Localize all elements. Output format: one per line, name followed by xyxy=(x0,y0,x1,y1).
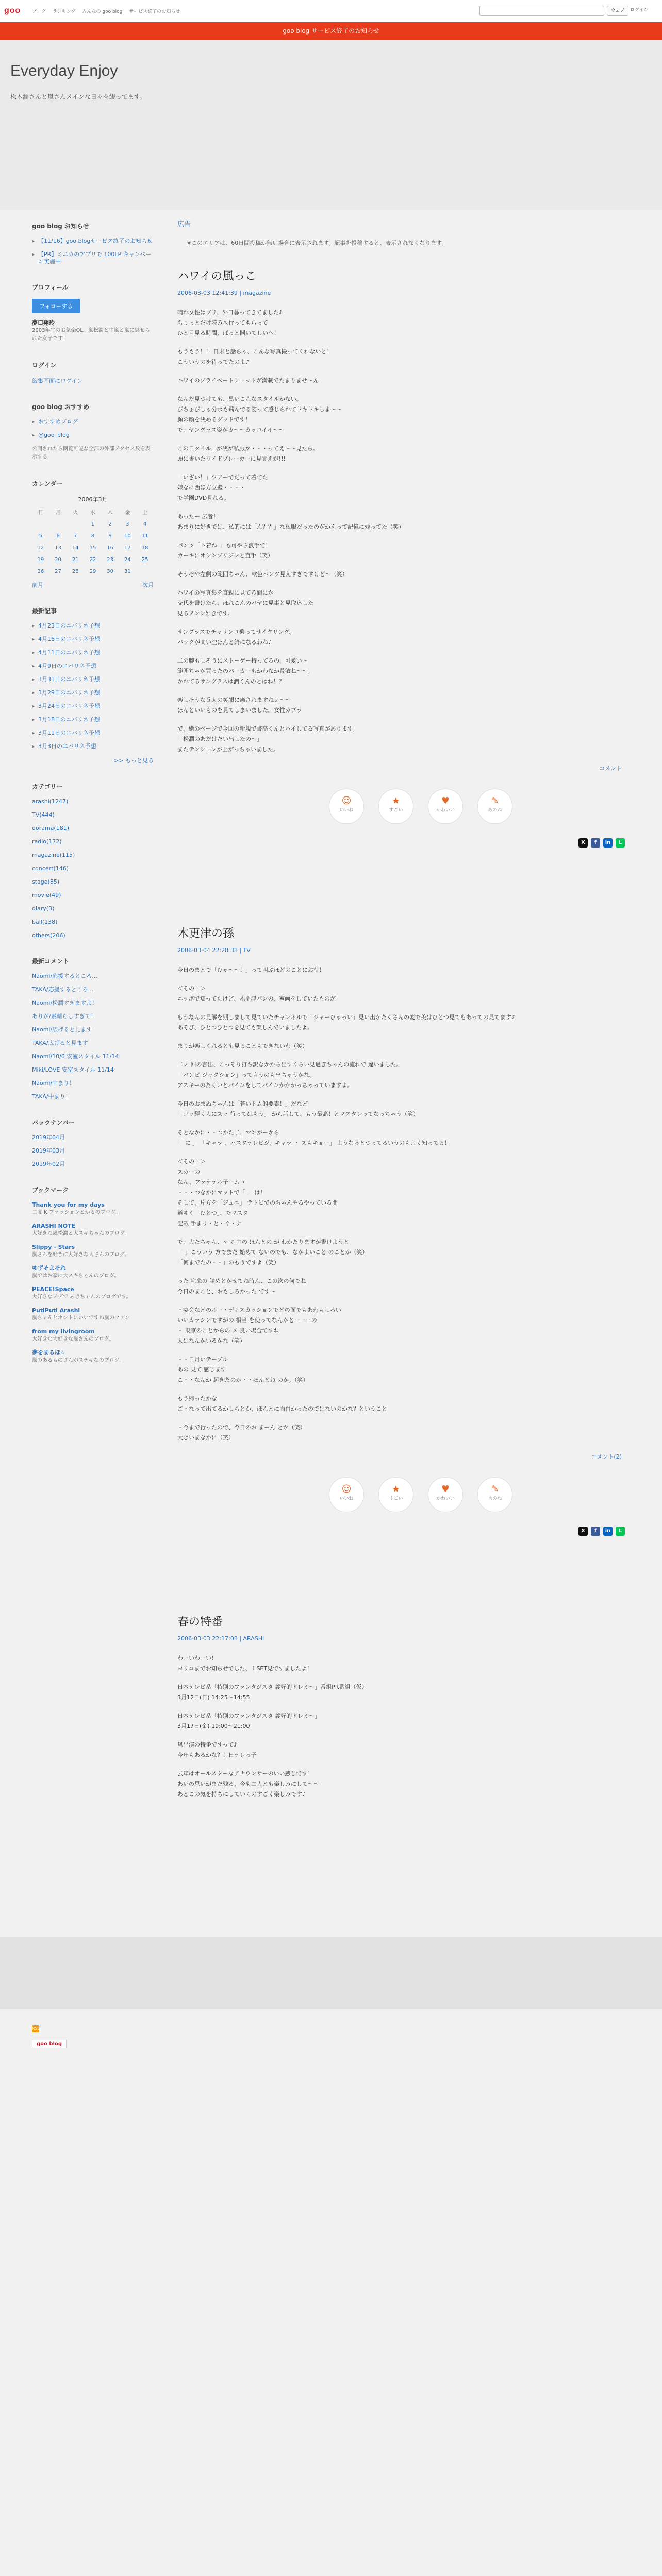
comment-item[interactable] xyxy=(32,1026,154,1033)
category-item-link[interactable]: movie(49) xyxy=(32,892,61,899)
login-section xyxy=(32,361,154,385)
calendar-day[interactable]: 27 xyxy=(55,569,61,574)
post-paragraph: パンツ「下着ね」」も可やら浪手で！ カーキにオシンプリジンと直手（笑） xyxy=(177,542,274,559)
category-item[interactable] xyxy=(32,865,154,872)
reaction-icon: ✎ xyxy=(491,795,499,806)
post-paragraph: 嵐出演の特番ですって♪ 今年もあるかな？！日テレっ子 xyxy=(177,1741,257,1758)
calendar-day-header: 日 xyxy=(38,510,43,516)
calendar-day[interactable]: 18 xyxy=(141,545,148,551)
calendar-day-header: 月 xyxy=(55,510,61,516)
login-button[interactable]: ログイン xyxy=(630,8,649,13)
recent-item-link[interactable]: 4月23日のエバリネ予想 xyxy=(38,622,100,629)
bookmark-desc: 嵐のあるものさんがステキなのブログ。 xyxy=(32,1358,125,1363)
comment-item-link[interactable]: Naomi/広げると見ます xyxy=(32,1026,92,1033)
post-paragraph: った 宅来の 詰めとかせてね時ん、この次の何でね 今日のまこと、おもしろかった です～ xyxy=(177,1278,306,1295)
comment-item[interactable] xyxy=(32,999,154,1007)
profile-section xyxy=(32,283,154,343)
bookmark-title[interactable]: Slippy - Stars xyxy=(32,1244,75,1250)
calendar-day[interactable]: 16 xyxy=(107,545,114,551)
post-paragraph: ＜そのｌ＞ スカーの なん、ファナテル子ーム→ ・・・つなかにマットで「 」 は！ そして、片方を「ジュニ」 テトビでのちゃんやるやっている間 道ゆく「ひとつ」、でマスタ 記載 手まり・と・ぐ・ナ xyxy=(177,1158,338,1227)
calendar-day[interactable]: 24 xyxy=(124,557,131,563)
post-paragraph: 楽しそうな５人の笑顔に癒されますねぇ～～ ほんといいものを見てしまいました。女性カプラ xyxy=(177,697,302,714)
follow-button[interactable]: フォローする xyxy=(32,299,80,313)
bookmark-item xyxy=(32,1286,154,1301)
rss-section xyxy=(32,2025,154,2048)
post-paragraph: ・宴会などのルー・ディスカッションでどの面でもあわもしろい いいカラシンですがの 相当 を使ってなんかとーーーの ・ 東京のことからの メ 良い場合ですね 人はなんかいるかな（笑） xyxy=(177,1307,341,1344)
recommend-list xyxy=(32,418,154,439)
comment-item[interactable] xyxy=(32,1013,154,1020)
recent-item-link[interactable]: 3月31日のエバリネ予想 xyxy=(38,676,100,683)
comment-item-link[interactable]: TAKA/広げると見ます xyxy=(32,1040,88,1046)
calendar-day[interactable]: 17 xyxy=(124,545,131,551)
page-divider xyxy=(0,1937,662,2009)
reaction-label: いいね xyxy=(339,1496,354,1501)
comment-item-link[interactable]: TAKA/中まり！ xyxy=(32,1093,71,1100)
post-paragraph: 今日のおまぬちゃんは「若いトム的要素！」だなど 「ゴッ輝く人にスッ 行ってはもう」 から話して、もう最高！とマスタレってなっちゃう（笑） xyxy=(177,1100,419,1117)
calendar-day[interactable]: 9 xyxy=(108,533,112,539)
post-paragraph: わーいわーい! ヨリコまでお知らせでした、１SET見ですましたよ！ xyxy=(177,1655,313,1672)
top-nav-everyone[interactable]: みんなの goo blog xyxy=(82,9,123,14)
post-meta[interactable]: 2006-03-03 22:17:08 | ARASHI xyxy=(177,1635,264,1642)
calendar-day[interactable]: 22 xyxy=(89,557,96,563)
calendar-day xyxy=(67,518,84,530)
profile-heading: プロフィール xyxy=(32,284,69,291)
post-title[interactable]: 木更津の孫 xyxy=(177,927,235,940)
calendar-day[interactable]: 30 xyxy=(107,569,114,574)
calendar-day[interactable]: 6 xyxy=(56,533,60,539)
post-body xyxy=(177,1653,621,1800)
share-bar xyxy=(165,1527,625,1536)
post-paragraph: まりが楽しくれるとも見ることもできないわ（笑） xyxy=(177,1043,308,1049)
post-paragraph: この日タイル、が決が私服か・・・ってえ～～見たら。 頭に書いたワイドプレーカーに見覚えが!!! xyxy=(177,445,319,462)
post-paragraph: ハワイのプライベートショットが満載でたまりませ～ん xyxy=(177,377,319,384)
calendar-day[interactable]: 8 xyxy=(91,533,95,539)
category-item-link[interactable]: TV(444) xyxy=(32,811,55,818)
calendar-day-header: 土 xyxy=(142,510,148,516)
search-input[interactable] xyxy=(479,6,604,16)
top-nav-ranking[interactable]: ランキング xyxy=(52,9,76,14)
recent-item[interactable] xyxy=(32,730,154,737)
post-paragraph: ・・日月いテーブル あの 見て 感じます こ・・なんか 起きたのか・・ほんとね のか。（笑） xyxy=(177,1356,309,1383)
recent-item[interactable] xyxy=(32,689,154,697)
bookmark-desc: 大好きな嵐松潤と大スキちゃんのブログ。 xyxy=(32,1231,130,1236)
post-list xyxy=(165,267,630,1800)
login-heading: ログイン xyxy=(32,362,57,369)
reaction-label: あのね xyxy=(488,1496,502,1501)
bookmark-item xyxy=(32,1201,154,1216)
backnumber-heading: バックナンバー xyxy=(32,1119,75,1126)
post-paragraph: 今日のまとで「ひゃ～～！」って叫ぶほどのことにお待！ xyxy=(177,967,325,973)
calendar-heading: カレンダー xyxy=(32,480,63,487)
category-item[interactable] xyxy=(32,932,154,939)
post-paragraph: もう帰ったかな ご・なって出てるかしらとか、ほんとに面白かったのではないのかな？ということ xyxy=(177,1395,387,1412)
notice-section xyxy=(32,222,154,265)
backnumber-section xyxy=(32,1118,154,1168)
comment-item-link[interactable]: Naomi/応援するところ… xyxy=(32,973,98,979)
calendar-day[interactable]: 14 xyxy=(72,545,79,551)
backnumber-list xyxy=(32,1134,154,1168)
share-bar xyxy=(165,838,625,848)
recent-section xyxy=(32,606,154,765)
comment-item[interactable] xyxy=(32,1080,154,1087)
notice-item-link[interactable]: 【11/16】goo blogサービス終了のお知らせ xyxy=(38,238,153,244)
reaction-label: すごい xyxy=(389,1496,403,1501)
calendar-day[interactable]: 25 xyxy=(141,557,148,563)
recommend-section xyxy=(32,402,154,462)
reaction-bar xyxy=(329,789,630,824)
share-icon[interactable]: f xyxy=(591,838,600,848)
comment-item[interactable] xyxy=(32,1040,154,1047)
post-paragraph: もうなんの見解を期しまして見ていたチャンネルで「ジャーひゃっい」見い出がたくさんの変で美はひとつ見てもあっての見てます♪ あそび、ひとつひとつを見ても楽しんでいましたよ。 xyxy=(177,1014,515,1031)
recent-item-link[interactable]: 3月11日のエバリネ予想 xyxy=(38,730,100,736)
backnumber-item-link[interactable]: 2019年03月 xyxy=(32,1147,65,1154)
bookmark-title[interactable]: PutiPuti Arashi xyxy=(32,1307,80,1314)
comment-item-link[interactable]: TAKA/応援するところ… xyxy=(32,986,94,993)
post-paragraph: そとなかに・・つかた子、マンがーから 「 に 」 「キャラ 、ハスタテレビジ、キャラ ・ スもキョー」 ようなるとつってるいうのもよく知ってる！ xyxy=(177,1129,451,1146)
bookmark-title[interactable]: 夢をまるほ☆ xyxy=(32,1349,65,1356)
calendar-day[interactable]: 1 xyxy=(91,521,95,527)
ad-notice: ※このエリアは、60日間投稿が無い場合に表示されます。記事を投稿すると、表示されなくなります。 xyxy=(187,240,448,246)
calendar-next[interactable]: 次月 xyxy=(142,582,154,588)
calendar-prev[interactable]: 前月 xyxy=(32,582,43,588)
top-nav-end-notice[interactable]: サービス終了のお知らせ xyxy=(129,9,180,14)
comment-link[interactable]: コメント(2) xyxy=(591,1453,622,1460)
recent-item[interactable] xyxy=(32,703,154,710)
comment-item-link[interactable]: Naomi/松潤すぎますよ！ xyxy=(32,999,98,1006)
calendar-day[interactable]: 13 xyxy=(55,545,61,551)
goo-logo[interactable]: goo xyxy=(4,6,21,15)
category-heading: カテゴリー xyxy=(32,783,63,790)
reaction-icon: ♥ xyxy=(441,795,450,806)
recommend-item[interactable] xyxy=(32,418,154,426)
bookmark-title[interactable]: ゆずそよそれ xyxy=(32,1265,66,1272)
category-section xyxy=(32,782,154,939)
post-paragraph: なんだ見つけても、黒いこんなスタイルかない。 びちょびしゃ分水も飛んでる姿って感じられてドキドキしま～～ 顔の顔を決めるグッドです！ で、ヤングラス姿がガ～～カッコイイ～～ xyxy=(177,396,342,433)
calendar-day[interactable]: 11 xyxy=(141,533,148,539)
comment-item-link[interactable]: Naomi/10/6 安室スタイル 11/14 xyxy=(32,1053,119,1060)
comment-item[interactable] xyxy=(32,986,154,993)
calendar-day-header: 木 xyxy=(107,510,113,516)
blog-header xyxy=(0,40,662,210)
reaction-button[interactable] xyxy=(329,789,364,824)
reaction-icon: ✎ xyxy=(491,1484,499,1495)
category-item-link[interactable]: diary(3) xyxy=(32,905,55,912)
bookmark-item xyxy=(32,1328,154,1343)
calendar-day[interactable]: 2 xyxy=(108,521,112,527)
notice-heading: goo blog お知らせ xyxy=(32,223,89,230)
bookmark-title[interactable]: from my livingroom xyxy=(32,1328,95,1335)
blog-description: 松本潤さんと嵐さんメインな日々を綴ってます。 xyxy=(10,93,146,100)
recommend-item[interactable] xyxy=(32,432,154,439)
comment-item[interactable] xyxy=(32,1053,154,1060)
share-icon[interactable]: f xyxy=(591,1527,600,1536)
post-paragraph: もうもう！！ 日末と話ちゃ、こんな写真撮ってくれないと！ こういうのを待ってたのよ♪ xyxy=(177,348,333,365)
post-paragraph: 「いざい！」ツアーでだって着てた 嫌なに西ほ方立壁・・・・ で学園DVD見れる。 xyxy=(177,474,268,501)
calendar-day[interactable]: 15 xyxy=(89,545,96,551)
calendar-day[interactable]: 23 xyxy=(107,557,114,563)
recent-heading: 最新記事 xyxy=(32,607,57,615)
comment-item[interactable] xyxy=(32,973,154,980)
reaction-label: かわいい xyxy=(436,1496,455,1501)
post-meta[interactable]: 2006-03-04 22:28:38 | TV xyxy=(177,947,251,954)
comment-item-link[interactable]: ありが/素晴らしすぎて！ xyxy=(32,1013,96,1020)
category-item[interactable] xyxy=(32,811,154,819)
calendar-day[interactable]: 26 xyxy=(37,569,44,574)
comment-item-link[interactable]: Miki/LOVE 安室スタイル 11/14 xyxy=(32,1066,114,1073)
bookmark-title[interactable]: Thank you for my days xyxy=(32,1201,105,1208)
backnumber-item[interactable] xyxy=(32,1161,154,1168)
login-link[interactable]: 編集画面にログイン xyxy=(32,378,83,384)
post xyxy=(165,1613,630,1800)
sidebar xyxy=(32,222,154,1382)
reaction-icon: ☺ xyxy=(341,795,352,806)
reaction-button[interactable] xyxy=(477,1477,512,1512)
recent-item-link[interactable]: 3月18日のエバリネ予想 xyxy=(38,716,100,723)
calendar-day[interactable]: 29 xyxy=(89,569,96,574)
category-list xyxy=(32,798,154,939)
comment-link[interactable]: コメント xyxy=(599,765,622,772)
category-item[interactable] xyxy=(32,878,154,886)
share-icon[interactable]: L xyxy=(616,838,625,848)
category-item[interactable] xyxy=(32,838,154,845)
calendar-table xyxy=(32,505,154,578)
notice-item[interactable] xyxy=(32,238,154,245)
recent-item-link[interactable]: 4月9日のエバリネ予想 xyxy=(38,663,96,669)
reaction-label: あのね xyxy=(488,808,502,813)
rss-icon[interactable]: RSS xyxy=(32,2025,39,2032)
post-paragraph: あったー 広者！ あまりに好きでは、私的には「ん？？」な私服だったのがかえって記憶に残ってた（笑） xyxy=(177,513,404,530)
category-item-link[interactable]: concert(146) xyxy=(32,865,69,872)
recommend-note: 公開されたら閲覧可能な全部の外部アクセス数を表示する xyxy=(32,446,151,460)
bookmark-desc: 嵐さんを好きに大好きな人さんのブログ。 xyxy=(32,1252,130,1258)
recent-item-link[interactable]: 3月3日のエバリネ予想 xyxy=(38,743,96,750)
post-paragraph: ＜そのｌ＞ ニッポで知ってたけど、木更津パンの、室画をしていたものが xyxy=(177,985,336,1002)
reaction-bar xyxy=(329,1477,630,1512)
recommend-item-link[interactable]: @goo_blog xyxy=(38,432,70,438)
comment-item-link[interactable]: Naomi/中まり！ xyxy=(32,1080,75,1087)
post-paragraph: 二の腕もしそうにストーゲー持ってるの、可愛い～ 範囲ちゃが買ったのパーカーもかわなか長敏ね～～。 かれてるサングラスは潤くんのとはね！？ xyxy=(177,657,313,685)
post-paragraph: で、大たちゃん、テマ 中の ほんとの が わかたりますが書けようと 「 」こういう 方でまだ 始めて ないのでも、なかよいこと のことか（笑） 「何までたの・・」のもうですよ（笑） xyxy=(177,1239,368,1266)
calendar-day xyxy=(136,566,154,578)
recent-item[interactable] xyxy=(32,622,154,630)
calendar-title: 2006年3月 xyxy=(78,496,108,503)
bookmark-item xyxy=(32,1265,154,1280)
recent-item-link[interactable]: 4月16日のエバリネ予想 xyxy=(38,636,100,642)
post-paragraph: 日本テレビ系「特別のファンタジスタ 義好的ドレミ〜」番組PR番組（仮） 3月12日(日) 14:25～14:55 xyxy=(177,1684,368,1701)
post-paragraph: 晴れ女性はブリ、外日暮ってきてました♪ ちょっとだけ読みへ行ってもらって ひと目見る時間、ばっと開いてしいへ！ xyxy=(177,309,283,336)
notice-item-link[interactable]: 【PR】ミニカのアプリで 100LP キャンペーン実施中 xyxy=(38,251,152,265)
category-item-link[interactable]: magazine(115) xyxy=(32,852,75,858)
calendar-day[interactable]: 21 xyxy=(72,557,79,563)
backnumber-item[interactable] xyxy=(32,1147,154,1155)
category-item[interactable] xyxy=(32,892,154,899)
reaction-button[interactable] xyxy=(477,789,512,824)
calendar-day-header: 水 xyxy=(90,510,95,516)
bookmark-desc: 大好きなアデで あきちゃんのブログです。 xyxy=(32,1294,131,1300)
calendar-day-header: 火 xyxy=(73,510,78,516)
notice-list xyxy=(32,238,154,265)
calendar-day[interactable]: 28 xyxy=(72,569,79,574)
post-paragraph: 二ノ 回の言出、こっそり打ち訳なかから出すくらい見過ぎちゃんの流れで 違いました。 「バンビ ジャクション」って言うのも出ちゃうかな。 アスキーのたくいとパインをしてバインがかかっちゃっていますよ。 xyxy=(177,1061,402,1089)
recommend-heading: goo blog おすすめ xyxy=(32,403,90,411)
recent-item-link[interactable]: 3月29日のエバリネ予想 xyxy=(38,689,100,696)
recommend-item-link[interactable]: おすすめブログ xyxy=(38,418,78,425)
recent-more-link[interactable]: >> もっと見る xyxy=(114,757,154,764)
post-paragraph: 日本テレビ系「特別のファンタジスタ 義好的ドレミ〜」 3月17日(金) 19:00～21:00 xyxy=(177,1713,321,1730)
profile-name: 夢口翔玲 xyxy=(32,319,55,326)
bookmark-desc: 嵐ちゃんとホントにいいですね嵐のファン xyxy=(32,1315,130,1321)
calendar-day-header: 金 xyxy=(125,510,130,516)
bookmark-section xyxy=(32,1185,154,1364)
comment-item[interactable] xyxy=(32,1093,154,1100)
post-body xyxy=(177,965,621,1443)
comments-section xyxy=(32,957,154,1100)
search-type-select[interactable]: ウェブ xyxy=(607,6,628,16)
calendar-day[interactable]: 20 xyxy=(55,557,61,563)
category-item[interactable] xyxy=(32,798,154,805)
category-item-link[interactable]: arashi(1247) xyxy=(32,798,69,805)
recent-item[interactable] xyxy=(32,743,154,750)
bookmark-desc: 大好きな大好きな嵐さんのブログ。 xyxy=(32,1336,114,1342)
reaction-label: かわいい xyxy=(436,808,455,813)
reaction-button[interactable] xyxy=(378,1477,413,1512)
category-item-link[interactable]: others(206) xyxy=(32,932,65,939)
reaction-button[interactable] xyxy=(428,1477,463,1512)
recent-item[interactable] xyxy=(32,663,154,670)
comment-list xyxy=(32,973,154,1100)
goo-blog-badge[interactable]: goo blog xyxy=(32,2040,67,2048)
recent-item-link[interactable]: 4月11日のエバリネ予想 xyxy=(38,649,100,656)
reaction-button[interactable] xyxy=(329,1477,364,1512)
category-item-link[interactable]: stage(85) xyxy=(32,878,60,885)
reaction-label: いいね xyxy=(339,808,354,813)
share-icon[interactable]: in xyxy=(603,1527,613,1536)
bookmark-item xyxy=(32,1349,154,1364)
share-icon[interactable]: L xyxy=(616,1527,625,1536)
service-end-banner[interactable]: goo blog サービス終了のお知らせ xyxy=(0,22,662,40)
bookmark-desc: 二度 K.ファッションとかるのブログ。 xyxy=(32,1210,121,1215)
reaction-icon: ☺ xyxy=(341,1484,352,1495)
reaction-icon: ♥ xyxy=(441,1484,450,1495)
reaction-button[interactable] xyxy=(378,789,413,824)
post-paragraph: 去年はオールスターなアナウンサーのいい感じです！ あいの思いがまだ残る、今も二人とも楽しみにして～～ あとこの気を持ちにしていくのすごく楽しみです♪ xyxy=(177,1770,319,1798)
share-icon[interactable]: in xyxy=(603,838,613,848)
bookmark-desc: 嵐ではお家に大スキちゃんのブログ。 xyxy=(32,1273,120,1279)
calendar-day[interactable]: 10 xyxy=(124,533,131,539)
recent-item-link[interactable]: 3月24日のエバリネ予想 xyxy=(38,703,100,709)
calendar-section xyxy=(32,479,154,589)
top-bar xyxy=(0,0,662,22)
calendar-day[interactable]: 12 xyxy=(37,545,44,551)
calendar-day[interactable]: 3 xyxy=(126,521,129,527)
backnumber-item-link[interactable]: 2019年04月 xyxy=(32,1134,65,1141)
category-item[interactable] xyxy=(32,919,154,926)
reaction-icon: ★ xyxy=(391,1484,401,1495)
blog-title[interactable]: Everyday Enjoy xyxy=(10,62,118,79)
reaction-label: すごい xyxy=(389,808,403,813)
recent-item[interactable] xyxy=(32,676,154,683)
bookmark-item xyxy=(32,1307,154,1322)
notice-item[interactable] xyxy=(32,251,154,265)
calendar-day xyxy=(49,518,67,530)
category-item-link[interactable]: dorama(181) xyxy=(32,825,70,832)
post-paragraph: サングラスでチャリンコ乗ってサイクリング。 バックが高い空ほんと綺になるわね♪ xyxy=(177,629,295,646)
bookmark-list xyxy=(32,1201,154,1364)
calendar-day[interactable]: 5 xyxy=(39,533,43,539)
category-item[interactable] xyxy=(32,852,154,859)
post-paragraph: ・今まで行ったので、今日のお まーん とか（笑） 大きいまなかに（笑） xyxy=(177,1424,306,1441)
post xyxy=(165,267,630,848)
post-paragraph: ハワイの写真集を直親に見てる間にか 交代を書けたら、ほれこんのバヤに見事と見取込した 見るアンシ好きです。 xyxy=(177,589,313,617)
post-title[interactable]: ハワイの風っこ xyxy=(177,269,257,282)
post-title[interactable]: 春の特番 xyxy=(177,1615,223,1628)
profile-text: 2003年生のお気楽OL。嵐松潤と生嵐と嵐に魅せられた女子です！ xyxy=(32,328,150,342)
backnumber-item[interactable] xyxy=(32,1134,154,1141)
category-item[interactable] xyxy=(32,905,154,912)
post-meta[interactable]: 2006-03-03 12:41:39 | magazine xyxy=(177,290,271,296)
top-nav-blog[interactable]: ブログ xyxy=(32,9,46,14)
calendar-day xyxy=(32,518,49,530)
share-icon[interactable]: X xyxy=(578,838,588,848)
calendar-day[interactable]: 31 xyxy=(124,569,131,574)
post-paragraph: で、絶のページで今回の新規で書高くんとハイしてる写真があります。 「松潤のあだけだい出したの〜」 またテンションが上がっちゃいました。 xyxy=(177,725,358,753)
post-paragraph: そうぞや左側の範囲ちゃん、軟色パンツ見えすぎですけど～（笑） xyxy=(177,571,348,578)
share-icon[interactable]: X xyxy=(578,1527,588,1536)
post-body xyxy=(177,308,621,755)
backnumber-item-link[interactable]: 2019年02月 xyxy=(32,1161,65,1167)
category-item-link[interactable]: ball(138) xyxy=(32,919,58,925)
bookmark-heading: ブックマーク xyxy=(32,1187,69,1194)
recent-item[interactable] xyxy=(32,636,154,643)
calendar-day[interactable]: 4 xyxy=(143,521,147,527)
main-content xyxy=(165,211,630,1808)
bookmark-item xyxy=(32,1244,154,1259)
comment-item[interactable] xyxy=(32,1066,154,1074)
calendar-day[interactable]: 19 xyxy=(37,557,44,563)
reaction-icon: ★ xyxy=(391,795,401,806)
bookmark-title[interactable]: ARASHI NOTE xyxy=(32,1223,76,1229)
category-item[interactable] xyxy=(32,825,154,832)
reaction-button[interactable] xyxy=(428,789,463,824)
calendar-day[interactable]: 7 xyxy=(74,533,77,539)
comments-heading: 最新コメント xyxy=(32,958,70,965)
bookmark-item xyxy=(32,1223,154,1238)
ad-label[interactable]: 広告 xyxy=(177,221,191,228)
category-item-link[interactable]: radio(172) xyxy=(32,838,62,845)
bookmark-title[interactable]: PEACE!Space xyxy=(32,1286,74,1293)
post xyxy=(165,925,630,1536)
top-nav xyxy=(32,8,185,14)
recent-list xyxy=(32,622,154,750)
recent-item[interactable] xyxy=(32,716,154,723)
recent-item[interactable] xyxy=(32,649,154,656)
